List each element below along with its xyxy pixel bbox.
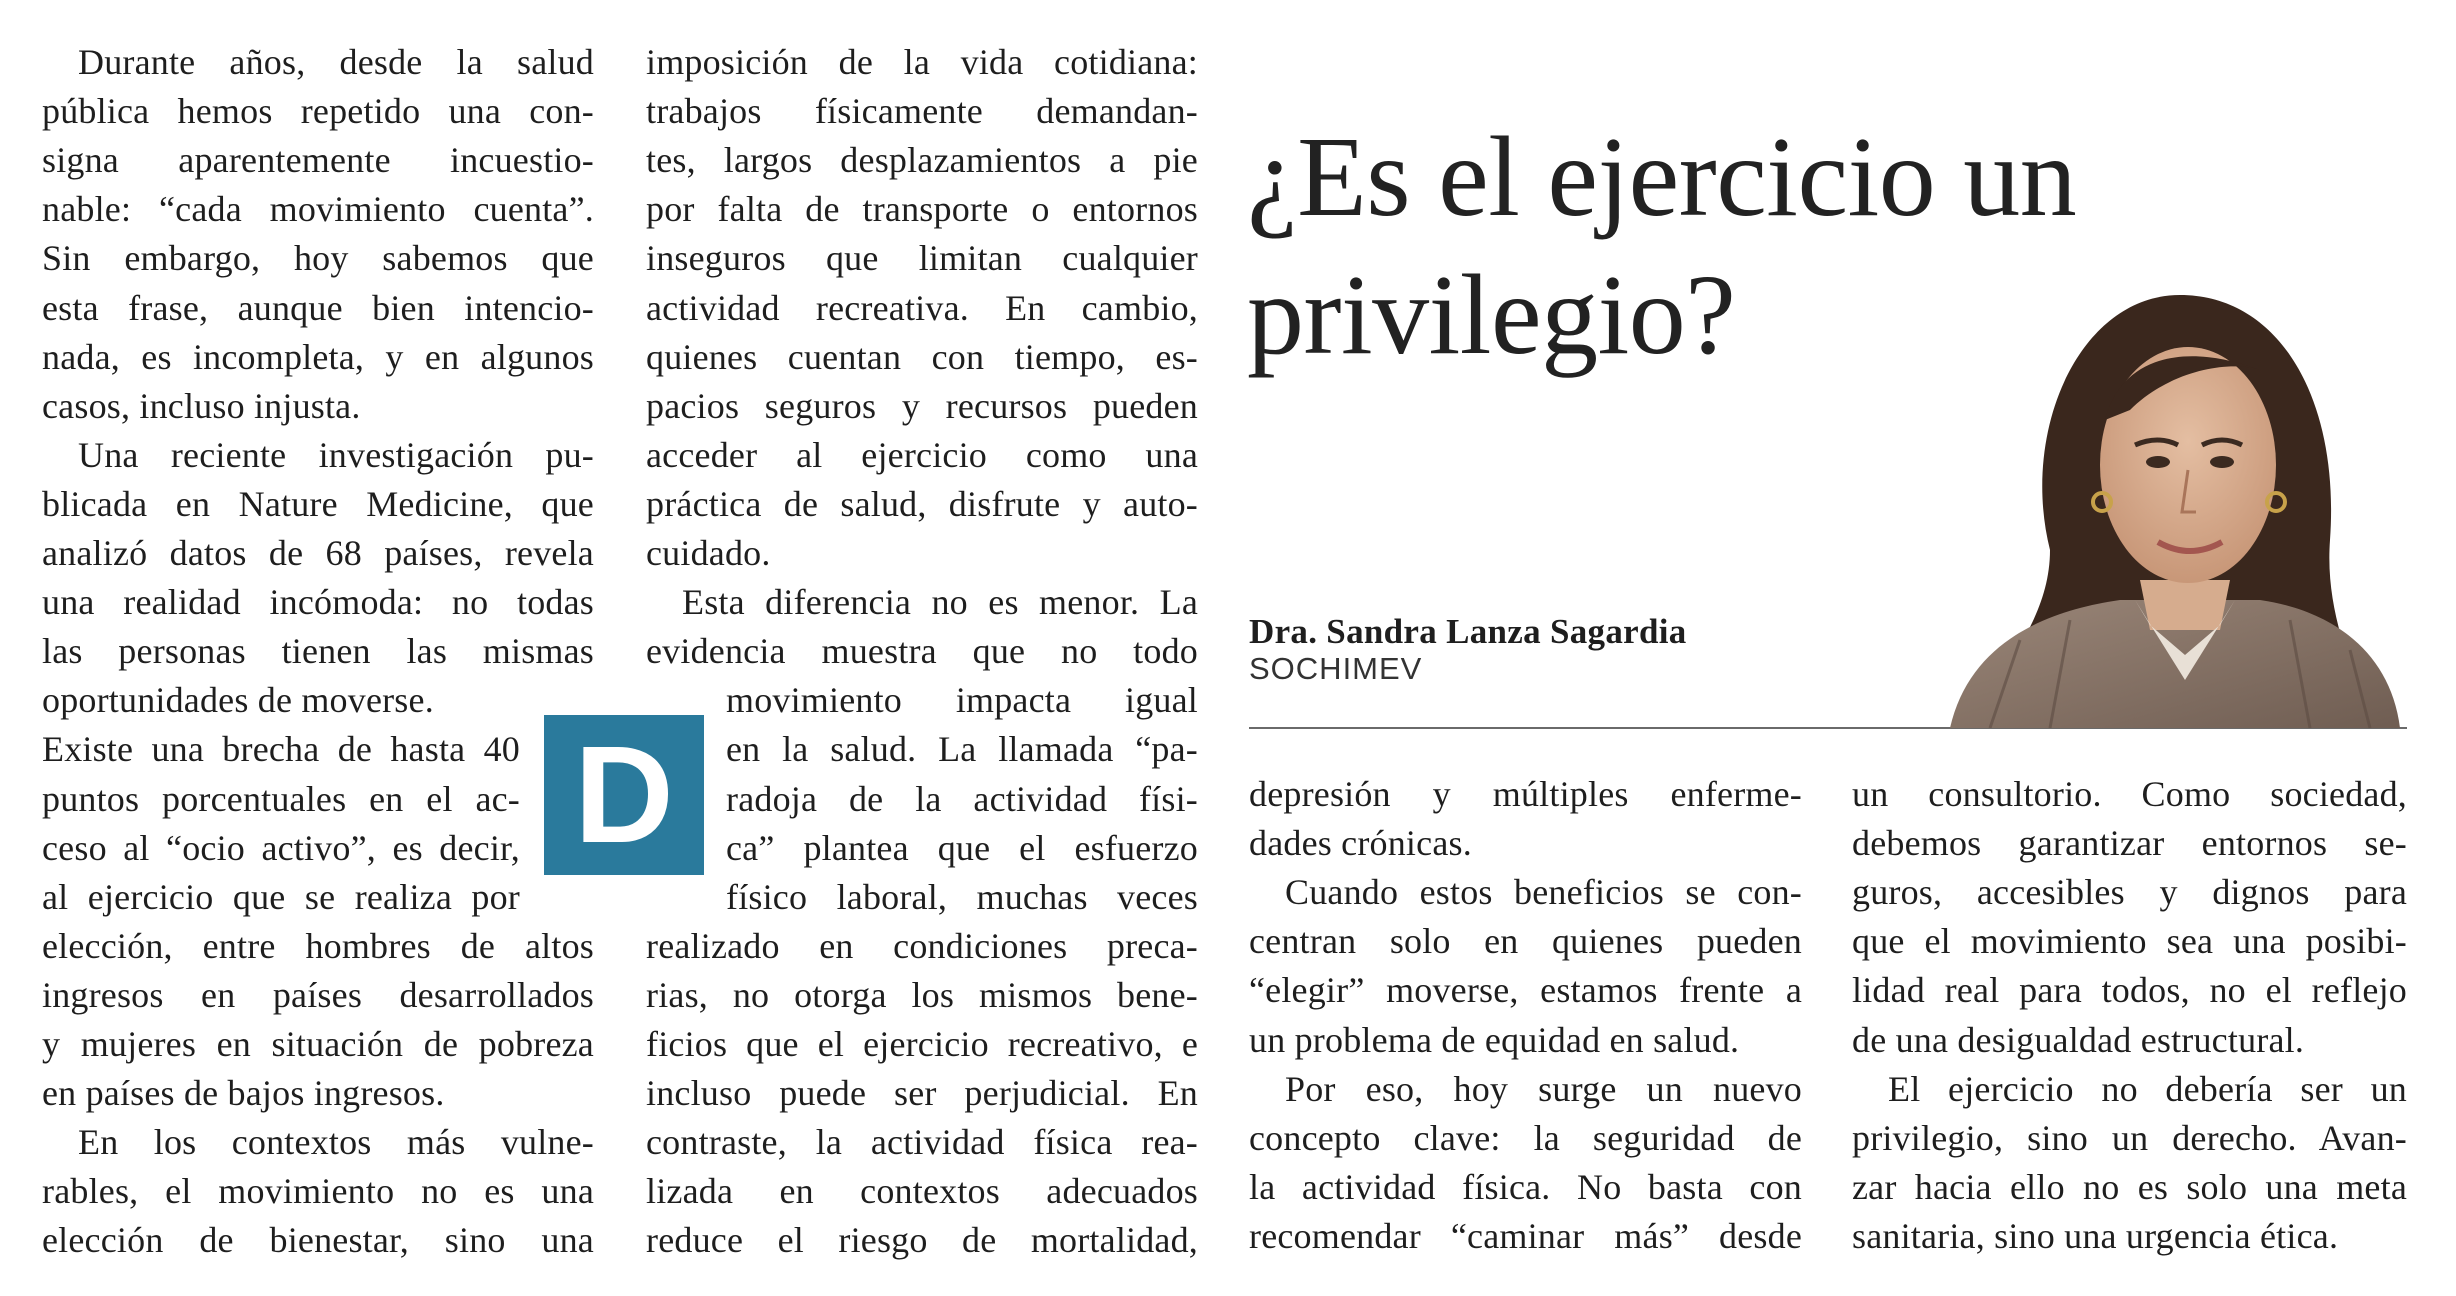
article-line: Una reciente investigación pu- [78, 434, 594, 475]
article-line: acceder al ejercicio como una [646, 434, 1198, 475]
author-portrait-photo [1930, 280, 2410, 728]
article-line: “elegir” moverse, estamos frente a [1249, 970, 1802, 1011]
article-line: las personas tienen las mismas [42, 631, 594, 672]
article-line: ingresos en países desarrollados [42, 974, 594, 1015]
article-line: puntos porcentuales en el ac- [42, 778, 520, 819]
article-line: práctica de salud, disfrute y auto- [646, 483, 1198, 524]
article-line: privilegio, sino un derecho. Avan- [1852, 1117, 2407, 1158]
article-line: guros, accesibles y dignos para [1852, 872, 2407, 913]
article-line: incluso puede ser perjudicial. En [646, 1073, 1198, 1114]
article-line: en la salud. La llamada “pa- [726, 729, 1198, 770]
article-line: cuidado. [646, 533, 771, 573]
article-line: radoja de la actividad físi- [726, 778, 1198, 819]
article-line: analizó datos de 68 países, revela [42, 533, 594, 573]
article-line: actividad recreativa. En cambio, [646, 287, 1198, 328]
article-line: que el movimiento sea una posibi- [1852, 921, 2407, 962]
article-line: al ejercicio que se realiza por [42, 876, 520, 917]
article-line: de una desigualdad estructural. [1852, 1019, 2305, 1060]
article-line: una realidad incómoda: no todas [42, 582, 594, 623]
article-line: lizada en contextos adecuados [646, 1171, 1198, 1212]
article-line: blicada en Nature Medicine, que [42, 483, 594, 524]
article-line: elección, entre hombres de altos [42, 925, 594, 966]
article-line: trabajos físicamente demandan- [646, 91, 1198, 132]
article-line: ceso al “ocio activo”, es decir, [42, 827, 520, 868]
article-line: En los contextos más vulne- [78, 1122, 594, 1163]
article-line: movimiento impacta igual [726, 680, 1198, 721]
article-line: imposición de la vida cotidiana: [646, 42, 1198, 82]
article-line: realizado en condiciones preca- [646, 925, 1198, 966]
article-line: signa aparentemente incuestio- [42, 140, 594, 181]
article-line: dades crónicas. [1249, 823, 1472, 864]
article-line: elección de bienestar, sino una [42, 1220, 594, 1261]
article-title: ¿Es el ejercicio un privilegio? [1247, 113, 2077, 379]
article-line: lidad real para todos, no el reflejo [1852, 970, 2407, 1011]
article-line: depresión y múltiples enferme- [1249, 774, 1802, 814]
article-line: zar hacia ello no es solo una meta [1852, 1166, 2407, 1207]
article-line: Existe una brecha de hasta 40 [42, 729, 520, 770]
article-line: evidencia muestra que no todo [646, 631, 1198, 672]
article-line: rias, no otorga los mismos bene- [646, 974, 1198, 1015]
article-line: inseguros que limitan cualquier [646, 238, 1198, 279]
article-line: pacios seguros y recursos pueden [646, 385, 1198, 426]
drop-cap: D [544, 715, 704, 875]
article-line: nable: “cada movimiento cuenta”. [42, 189, 594, 230]
article-line: Esta diferencia no es menor. La [682, 582, 1198, 623]
article-line: rables, el movimiento no es una [42, 1171, 594, 1212]
article-line: recomendar “caminar más” desde [1249, 1215, 1802, 1256]
article-line: físico laboral, muchas veces [726, 876, 1198, 917]
article-line: la actividad física. No basta con [1249, 1166, 1802, 1207]
article-line: en países de bajos ingresos. [42, 1073, 445, 1114]
article-line: un problema de equidad en salud. [1249, 1019, 1740, 1060]
article-line: ficios que el ejercicio recreativo, e [646, 1024, 1198, 1064]
article-line: Sin embargo, hoy sabemos que [42, 238, 594, 279]
article-line: oportunidades de moverse. [42, 680, 434, 721]
article-line: Por eso, hoy surge un nuevo [1285, 1068, 1802, 1109]
article-line: reduce el riesgo de mortalidad, [646, 1220, 1198, 1261]
article-line: centran solo en quienes pueden [1249, 921, 1802, 962]
author-organization: SOCHIMEV [1249, 651, 1423, 686]
article-line: tes, largos desplazamientos a pie [646, 140, 1198, 181]
article-line: esta frase, aunque bien intencio- [42, 287, 594, 328]
article-line: un consultorio. Como sociedad, [1852, 774, 2407, 814]
article-line: debemos garantizar entornos se- [1852, 823, 2407, 864]
article-line: y mujeres en situación de pobreza [42, 1024, 594, 1064]
article-line: sanitaria, sino una urgencia ética. [1852, 1215, 2339, 1256]
article-line: Durante años, desde la salud [78, 42, 594, 82]
article-line: casos, incluso injusta. [42, 385, 361, 426]
article-line: contraste, la actividad física rea- [646, 1122, 1198, 1163]
article-line: concepto clave: la seguridad de [1249, 1117, 1802, 1158]
article-line: El ejercicio no debería ser un [1888, 1068, 2407, 1109]
article-line: ca” plantea que el esfuerzo [726, 827, 1198, 868]
article-line: nada, es incompleta, y en algunos [42, 336, 594, 377]
author-name: Dra. Sandra Lanza Sagardia [1249, 612, 1687, 651]
article-line: por falta de transporte o entornos [646, 189, 1198, 230]
article-line: Cuando estos beneficios se con- [1285, 872, 1802, 913]
article-line: pública hemos repetido una con- [42, 91, 594, 132]
article-line: quienes cuentan con tiempo, es- [646, 336, 1198, 377]
